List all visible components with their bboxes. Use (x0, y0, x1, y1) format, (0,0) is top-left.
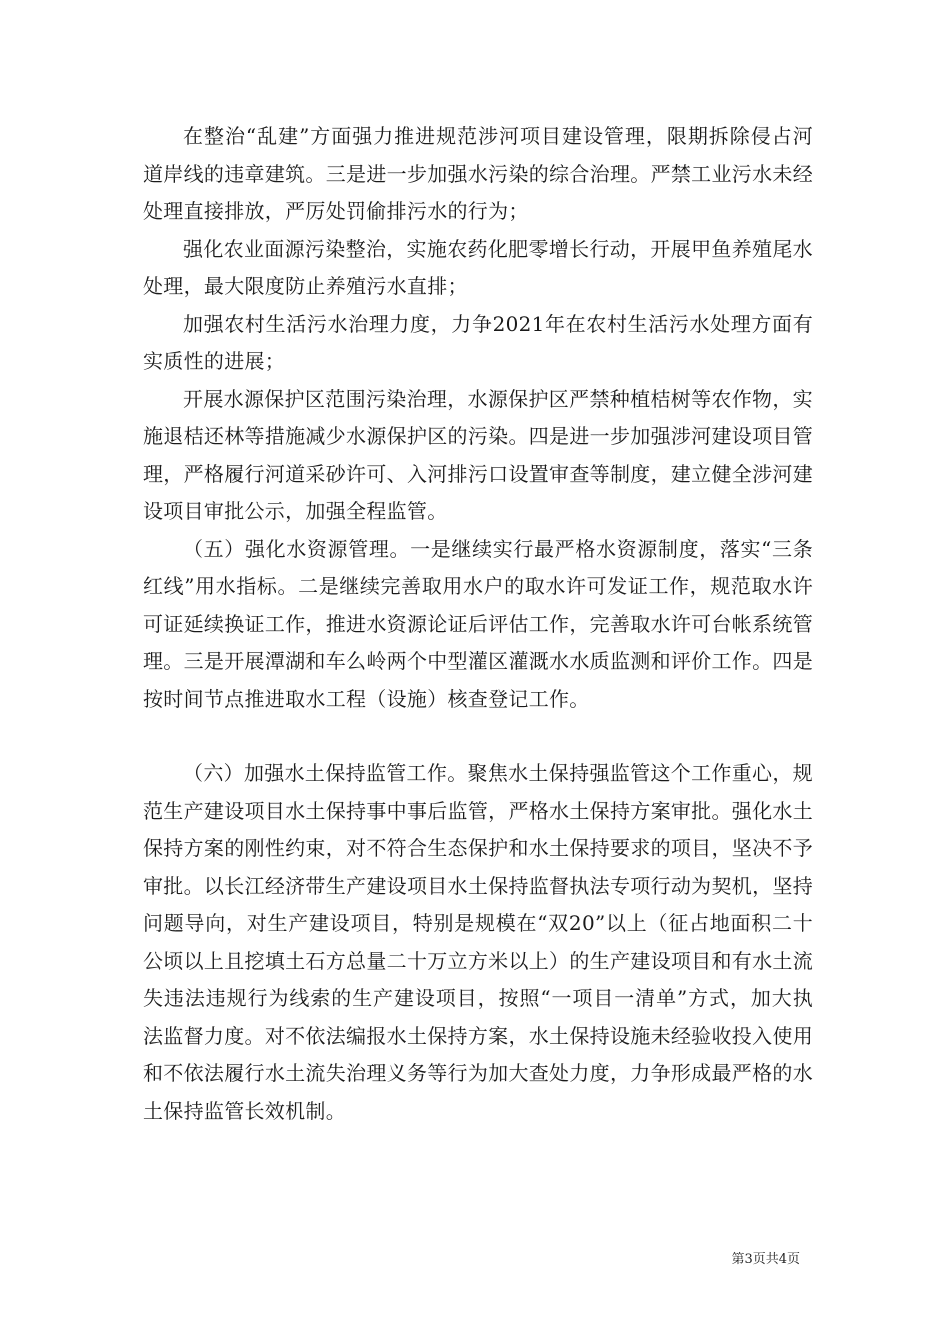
paragraph-1: 在整治“乱建”方面强力推进规范涉河项目建设管理，限期拆除侵占河道岸线的违章建筑。三是进一步加强水污染的综合治理。严禁工业污水未经处理直接排放，严厉处罚偷排污水的行为； (143, 124, 813, 223)
paragraph-5-water-resources: （五）强化水资源管理。一是继续实行最严格水资源制度，落实“三条红线”用水指标。二是继续完善取用水户的取水许可发证工作，规范取水许可证延续换证工作，推进水资源论证后评估工作，完善取水许可台帐系统管理。三是开展潭湖和车么岭两个中型灌区灌溉水水质监测和评价工作。四是按时间节点推进取水工程（设施）核查登记工作。 (143, 536, 813, 711)
paragraph-3: 加强农村生活污水治理力度，力争2021年在农村生活污水处理方面有实质性的进展； (143, 311, 813, 373)
document-body (143, 118, 813, 1130)
paragraph-4: 开展水源保护区范围污染治理，水源保护区严禁种植桔树等农作物，实施退桔还林等措施减少水源保护区的污染。四是进一步加强涉河建设项目管理，严格履行河道采砂许可、入河排污口设置审查等制度，建立健全涉河建设项目审批公示，加强全程监管。 (143, 386, 813, 523)
page-number: 第3页共4页 (731, 1252, 800, 1267)
paragraph-6-soil-conservation: （六）加强水土保持监管工作。聚焦水土保持强监管这个工作重心，规范生产建设项目水土保持事中事后监管，严格水土保持方案审批。强化水土保持方案的刚性约束，对不符合生态保护和水土保持要求的项目，坚决不予审批。以长江经济带生产建设项目水土保持监督执法专项行动为契机，坚持问题导向，对生产建设项目，特别是规模在“双20”以上（征占地面积二十公顷以上且挖填土石方总量二十万立方米以上）的生产建设项目和有水土流失违法违规行为线索的生产建设项目，按照“一项目一清单”方式，加大执法监督力度。对不依法编报水土保持方案，水土保持设施未经验收投入使用和不依法履行水土流失治理义务等行为加大查处力度，力争形成最严格的水土保持监管长效机制。 (143, 761, 813, 1123)
paragraph-2: 强化农业面源污染整治，实施农药化肥零增长行动，开展甲鱼养殖尾水处理，最大限度防止养殖污水直排； (143, 236, 813, 298)
